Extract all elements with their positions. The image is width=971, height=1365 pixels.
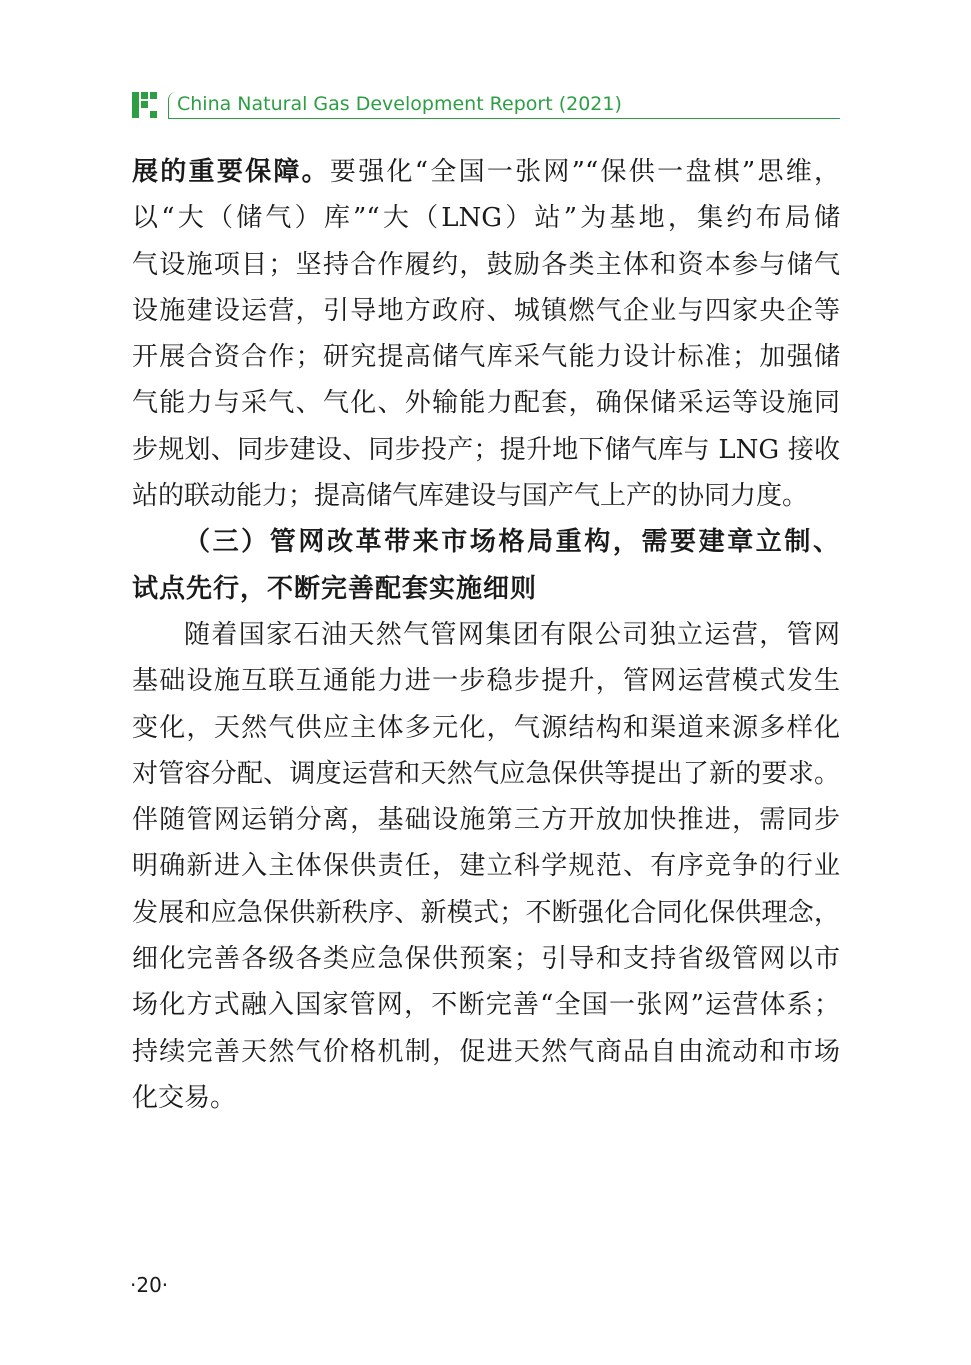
paragraph-storage <box>132 149 840 519</box>
header-frame <box>168 92 840 119</box>
text-line: 步规划、同步建设、同步投产；提升地下储气库与 LNG 接收 <box>132 434 840 465</box>
text-line: 化交易。 <box>132 1082 237 1113</box>
text-line: 设施建设运营，引导地方政府、城镇燃气企业与四家央企等 <box>132 295 840 326</box>
text-line: 细化完善各级各类应急保供预案；引导和支持省级管网以市 <box>132 944 840 975</box>
text-line: 持续完善天然气价格机制，促进天然气商品自由流动和市场 <box>132 1036 840 1067</box>
page-number: ·20· <box>130 1273 169 1297</box>
header-title: China Natural Gas Development Report (2021) <box>177 93 622 115</box>
text-line: 开展合资合作；研究提高储气库采气能力设计标准；加强储 <box>132 342 840 373</box>
text-line: 气设施项目；坚持合作履约，鼓励各类主体和资本参与储气 <box>132 249 840 280</box>
text-line: 气能力与采气、气化、外输能力配套，确保储采运等设施同 <box>132 388 840 419</box>
section-heading <box>132 519 840 612</box>
green-pixel-logo-icon <box>132 92 158 118</box>
text-line: 随着国家石油天然气管网集团有限公司独立运营，管网 <box>184 619 840 650</box>
text-line: 场化方式融入国家管网，不断完善“全国一张网”运营体系； <box>132 990 840 1021</box>
text-line <box>132 149 840 195</box>
text-line: 发展和应急保供新秩序、新模式；不断强化合同化保供理念， <box>132 897 840 928</box>
paragraph-pipeline <box>132 612 840 1121</box>
bold-lead: 展的重要保障。 <box>132 157 330 187</box>
text-line: 伴随管网运销分离，基础设施第三方开放加快推进，需同步 <box>132 805 840 836</box>
text-line: 以“大（储气）库”“大（LNG）站”为基地，集约布局储 <box>132 203 840 234</box>
heading-line: 试点先行，不断完善配套实施细则 <box>132 573 538 604</box>
heading-line: （三）管网改革带来市场格局重构，需要建章立制、 <box>184 527 840 558</box>
text-line: 基础设施互联互通能力进一步稳步提升，管网运营模式发生 <box>132 666 840 697</box>
text-run: 要强化“全国一张网”“保供一盘棋”思维， <box>329 157 840 187</box>
text-line: 明确新进入主体保供责任，建立科学规范、有序竞争的行业 <box>132 851 840 882</box>
page-body <box>132 149 840 1121</box>
running-header <box>132 92 840 120</box>
text-line: 变化，天然气供应主体多元化，气源结构和渠道来源多样化 <box>132 712 840 743</box>
text-line: 站的联动能力；提高储气库建设与国产气上产的协同力度。 <box>132 481 809 512</box>
text-line: 对管容分配、调度运营和天然气应急保供等提出了新的要求。 <box>132 758 840 789</box>
